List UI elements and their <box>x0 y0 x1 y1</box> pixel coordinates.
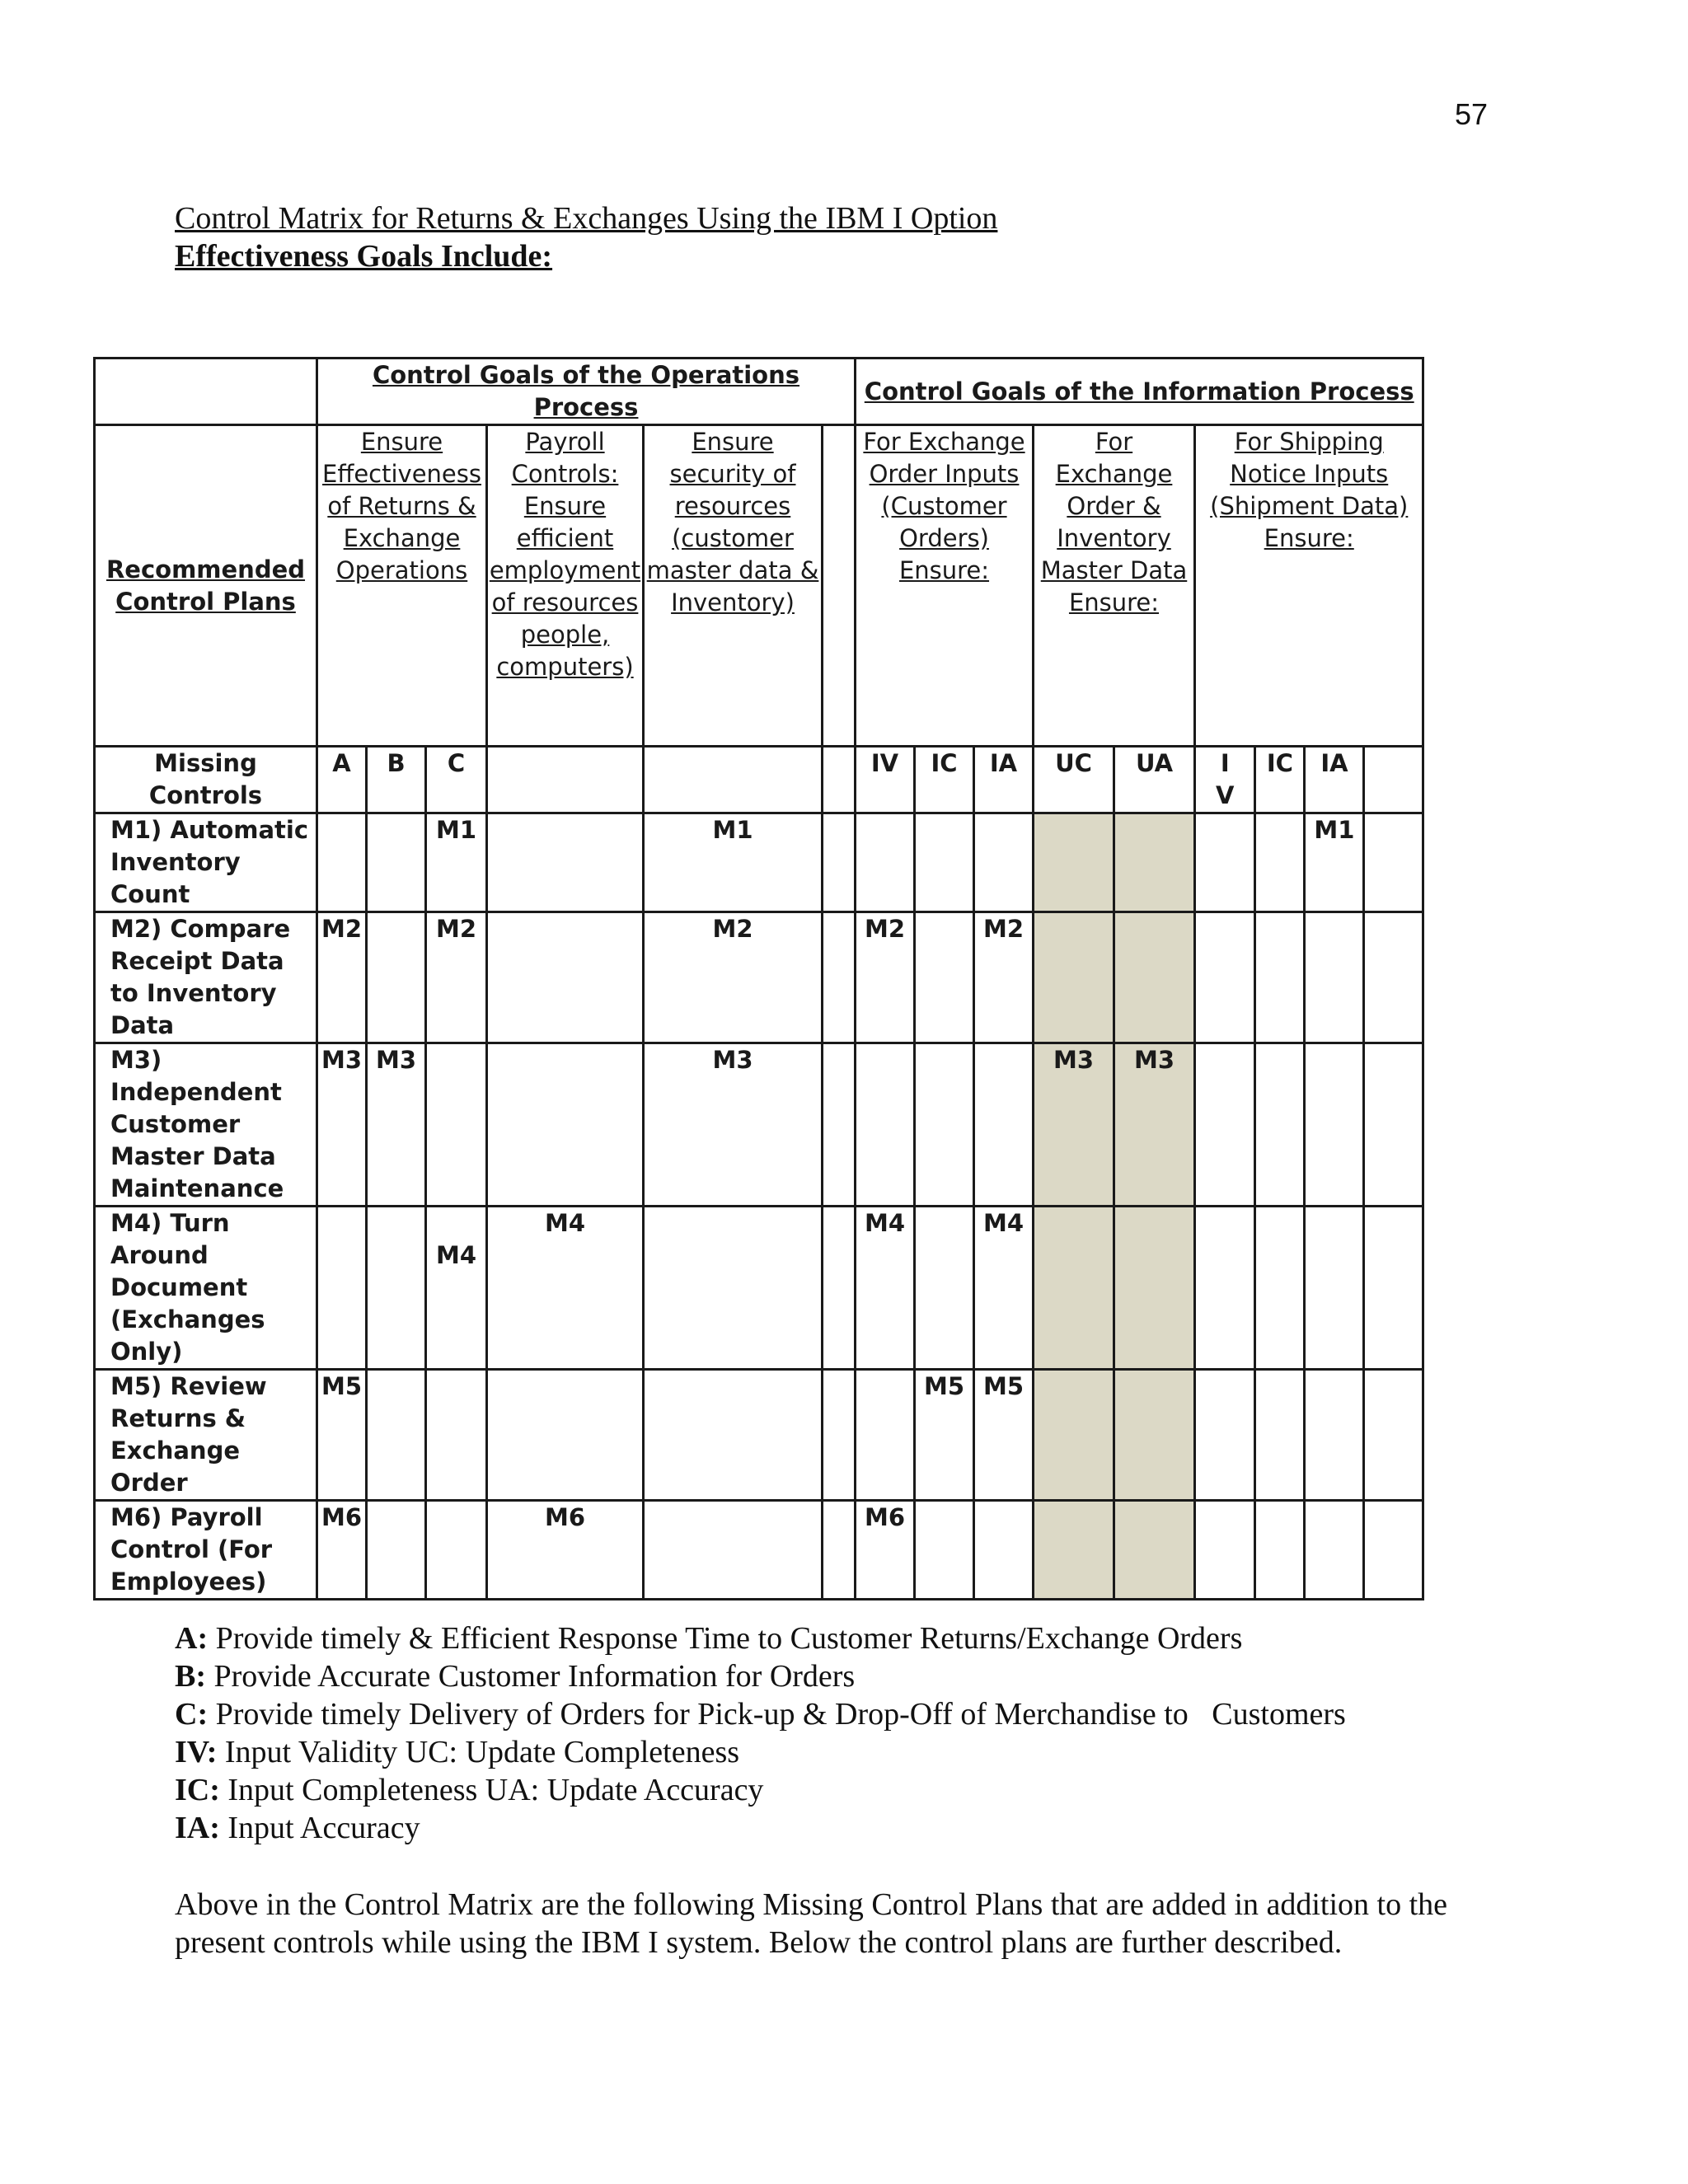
cell-ship-ic <box>1255 1370 1305 1501</box>
cell-ia: M2 <box>974 912 1034 1043</box>
body-paragraph: Above in the Control Matrix are the following Missing Control Plans that are added in addition to the present controls while using the IBM I system. Below the control plans are further described. <box>175 1887 1448 1960</box>
row-label: M6) Payroll Control (For Employees) <box>95 1501 317 1600</box>
cell-a <box>317 1207 367 1370</box>
sub-header-ship-iv: IV <box>1195 747 1255 813</box>
cell-blank <box>823 1207 856 1370</box>
sub-header-c: C <box>426 747 487 813</box>
cell-ship-iv <box>1195 912 1255 1043</box>
cell-b <box>367 1370 426 1501</box>
legend-item <box>175 1733 1346 1771</box>
row-label: M4) Turn Around Document (Exchanges Only) <box>95 1207 317 1370</box>
row-label: M3) Independent Customer Master Data Maintenance <box>95 1043 317 1207</box>
legend-key: A: <box>175 1621 209 1656</box>
cell-ua <box>1114 1370 1195 1501</box>
cell-ua: M3 <box>1114 1043 1195 1207</box>
cell-uc <box>1034 813 1114 912</box>
legend-text: Provide Accurate Customer Information for Orders <box>213 1659 856 1694</box>
row-label: M5) Review Returns & Exchange Order <box>95 1370 317 1501</box>
legend-item <box>175 1771 1346 1809</box>
cell-ship-iv <box>1195 813 1255 912</box>
page-title <box>175 199 997 275</box>
cell-ia: M4 <box>974 1207 1034 1370</box>
cell-ship-ic <box>1255 813 1305 912</box>
goal-master-data: For Exchange Order & Inventory Master Data Ensure: <box>1034 425 1195 747</box>
ops-process-header: Control Goals of the Operations Process <box>317 359 856 425</box>
goal-blank <box>823 425 856 747</box>
cell-security <box>644 1370 823 1501</box>
cell-ic <box>915 1043 974 1207</box>
row-label: M2) Compare Receipt Data to Inventory Data <box>95 912 317 1043</box>
goal-returns-effectiveness: Ensure Effectiveness of Returns & Exchange Operations <box>317 425 487 747</box>
page-number: 57 <box>1455 97 1489 131</box>
sub-header-blank <box>1364 747 1423 813</box>
cell-security: M2 <box>644 912 823 1043</box>
sub-header-ic: IC <box>915 747 974 813</box>
cell-b <box>367 1207 426 1370</box>
cell-ic <box>915 813 974 912</box>
cell-iv <box>856 1370 915 1501</box>
sub-header-ua: UA <box>1114 747 1195 813</box>
cell-c: M4 <box>426 1207 487 1370</box>
cell-payroll <box>487 1370 644 1501</box>
table-row <box>95 1207 1423 1370</box>
legend-item <box>175 1657 1346 1695</box>
cell-iv <box>856 1043 915 1207</box>
sub-header-ship-ia: IA <box>1305 747 1364 813</box>
cell-b <box>367 813 426 912</box>
legend-key: B: <box>175 1659 206 1694</box>
cell-blank <box>823 912 856 1043</box>
table-row <box>95 1043 1423 1207</box>
table-row <box>95 813 1423 912</box>
title-line-1: Control Matrix for Returns & Exchanges Using the IBM I Option <box>175 201 998 236</box>
cell-payroll: M6 <box>487 1501 644 1600</box>
cell-blank <box>1364 1207 1423 1370</box>
legend-item <box>175 1695 1346 1733</box>
cell-ic <box>915 912 974 1043</box>
cell-payroll <box>487 1043 644 1207</box>
cell-blank <box>823 1501 856 1600</box>
row-label: M1) Automatic Inventory Count <box>95 813 317 912</box>
cell-ua <box>1114 813 1195 912</box>
sub-header-ia: IA <box>974 747 1034 813</box>
sub-header-iv: IV <box>856 747 915 813</box>
sub-header-a: A <box>317 747 367 813</box>
cell-ship-ia <box>1305 1207 1364 1370</box>
sub-header-blank <box>644 747 823 813</box>
cell-c: M1 <box>426 813 487 912</box>
corner-cell <box>95 359 317 425</box>
cell-blank <box>823 1370 856 1501</box>
cell-security: M1 <box>644 813 823 912</box>
goal-shipping-notice-inputs: For Shipping Notice Inputs (Shipment Data) Ensure: <box>1195 425 1423 747</box>
table-row <box>95 1501 1423 1600</box>
cell-ship-ia <box>1305 1043 1364 1207</box>
legend-key: IA: <box>175 1811 220 1845</box>
cell-uc: M3 <box>1034 1043 1114 1207</box>
sub-header-blank <box>487 747 644 813</box>
legend-text: Provide timely Delivery of Orders for Pick-up & Drop-Off of Merchandise to Customers <box>215 1697 1346 1732</box>
cell-c <box>426 1370 487 1501</box>
cell-a: M2 <box>317 912 367 1043</box>
cell-ship-ic <box>1255 1207 1305 1370</box>
table-row <box>95 912 1423 1043</box>
legend <box>175 1619 1346 1847</box>
cell-uc <box>1034 1370 1114 1501</box>
title-line-2: Effectiveness Goals Include: <box>175 239 553 274</box>
cell-ship-ic <box>1255 1043 1305 1207</box>
cell-blank <box>1364 912 1423 1043</box>
cell-ship-ic <box>1255 912 1305 1043</box>
cell-blank <box>1364 1043 1423 1207</box>
recommended-control-plans-header: Recommended Control Plans <box>95 425 317 747</box>
legend-text: Input Completeness UA: Update Accuracy <box>227 1773 764 1807</box>
cell-ship-iv <box>1195 1207 1255 1370</box>
cell-security <box>644 1207 823 1370</box>
goal-exchange-order-inputs: For Exchange Order Inputs (Customer Orders) Ensure: <box>856 425 1034 747</box>
legend-item <box>175 1809 1346 1847</box>
cell-ship-iv <box>1195 1043 1255 1207</box>
cell-c: M2 <box>426 912 487 1043</box>
sub-header-blank <box>823 747 856 813</box>
info-process-header: Control Goals of the Information Process <box>856 359 1423 425</box>
cell-ship-ia <box>1305 1501 1364 1600</box>
cell-ship-iv <box>1195 1501 1255 1600</box>
cell-b <box>367 1501 426 1600</box>
cell-ua <box>1114 1501 1195 1600</box>
cell-security: M3 <box>644 1043 823 1207</box>
cell-blank <box>1364 1370 1423 1501</box>
goal-payroll-controls: Payroll Controls: Ensure efficient employment of resources people, computers) <box>487 425 644 747</box>
legend-text: Provide timely & Efficient Response Time to Customer Returns/Exchange Orders <box>215 1621 1243 1656</box>
cell-ship-iv <box>1195 1370 1255 1501</box>
cell-security <box>644 1501 823 1600</box>
table-row <box>95 1370 1423 1501</box>
cell-a <box>317 813 367 912</box>
cell-a: M3 <box>317 1043 367 1207</box>
legend-item <box>175 1619 1346 1657</box>
cell-b: M3 <box>367 1043 426 1207</box>
cell-ic <box>915 1207 974 1370</box>
legend-key: C: <box>175 1697 209 1732</box>
cell-ia <box>974 1043 1034 1207</box>
legend-key: IC: <box>175 1773 220 1807</box>
cell-blank <box>823 813 856 912</box>
cell-iv: M6 <box>856 1501 915 1600</box>
cell-ic <box>915 1501 974 1600</box>
control-matrix <box>93 357 1424 1601</box>
cell-iv <box>856 813 915 912</box>
cell-ic: M5 <box>915 1370 974 1501</box>
sub-header-ship-ic: IC <box>1255 747 1305 813</box>
cell-ia: M5 <box>974 1370 1034 1501</box>
goal-security-of-resources: Ensure security of resources (customer master data & Inventory) <box>644 425 823 747</box>
cell-ua <box>1114 1207 1195 1370</box>
cell-ua <box>1114 912 1195 1043</box>
cell-ship-ia <box>1305 912 1364 1043</box>
cell-uc <box>1034 1207 1114 1370</box>
cell-ship-ia <box>1305 1370 1364 1501</box>
cell-payroll <box>487 912 644 1043</box>
cell-a: M6 <box>317 1501 367 1600</box>
cell-blank <box>1364 813 1423 912</box>
cell-c <box>426 1043 487 1207</box>
cell-uc <box>1034 1501 1114 1600</box>
cell-iv: M2 <box>856 912 915 1043</box>
legend-text: Input Accuracy <box>227 1811 420 1845</box>
cell-a: M5 <box>317 1370 367 1501</box>
cell-uc <box>1034 912 1114 1043</box>
cell-ship-ia: M1 <box>1305 813 1364 912</box>
cell-iv: M4 <box>856 1207 915 1370</box>
legend-text: Input Validity UC: Update Completeness <box>224 1735 740 1769</box>
cell-blank <box>1364 1501 1423 1600</box>
sub-header-b: B <box>367 747 426 813</box>
legend-key: IV: <box>175 1735 218 1769</box>
cell-ship-ic <box>1255 1501 1305 1600</box>
cell-payroll: M4 <box>487 1207 644 1370</box>
cell-c <box>426 1501 487 1600</box>
cell-blank <box>823 1043 856 1207</box>
cell-ia <box>974 813 1034 912</box>
sub-header-uc: UC <box>1034 747 1114 813</box>
cell-payroll <box>487 813 644 912</box>
cell-b <box>367 912 426 1043</box>
cell-ia <box>974 1501 1034 1600</box>
missing-controls-header: Missing Controls <box>95 747 317 813</box>
